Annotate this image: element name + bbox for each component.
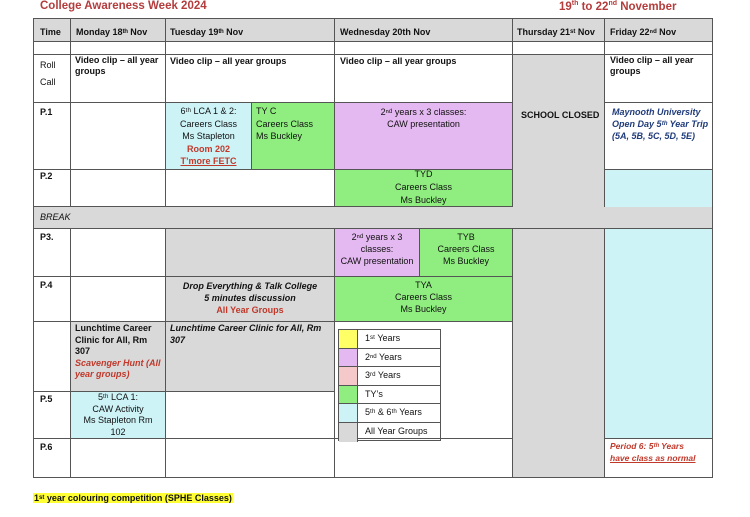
tyb-line-2: Careers Class [437,244,495,254]
key-swatch-second-years [339,349,358,367]
key-label: 2ⁿᵈ Years [365,351,402,362]
tyb-line-1: TYB [457,232,475,242]
row-line [34,41,712,42]
lca-line-1: 6ᵗʰ LCA 1 & 2: [180,106,237,116]
key-row [339,330,440,349]
row-label-p6: P.6 [40,442,53,452]
lca-line-3: Ms Stapleton [182,131,235,141]
debt-line-1: Drop Everything & Talk College [182,281,318,291]
wednesday-p1-text [335,106,512,130]
key-row [339,349,440,368]
friday-p2-cell [605,170,712,207]
date-end-suffix: nd [608,0,618,7]
key-label: 1ˢᵗ Years [365,333,401,343]
break-row [34,207,712,228]
footer-note: 1ˢᵗ year colouring competition (SPHE Classes) [34,493,232,503]
date-start-suffix: th [571,0,579,7]
mon-lunch-line-2: Clinic for All, Rm [75,334,148,345]
tyc-class-text [256,105,313,143]
tyc-line-3: Ms Buckley [256,131,303,141]
date-month: November [617,0,677,13]
p6-line-1: Period 6: 5ᵗʰ Years [610,441,684,451]
tyb-line-3: Ms Buckley [442,256,489,266]
tyc-line-1: TY C [256,106,277,116]
lca-class-text [166,105,251,168]
key-label: 3ʳᵈ Years [365,370,401,381]
page-title: College Awareness Week 2024 [40,0,207,12]
p5-line-3: Ms Stapleton Rm [83,415,153,425]
header-monday: Monday 18ᵗʰ Nov [76,27,148,37]
maynooth-line-1: Maynooth University [612,107,701,117]
tya-line-1: TYA [415,280,432,290]
mon-lunch-line-1: Lunchtime Career [75,323,152,333]
debt-text [166,280,334,316]
header-friday: Friday 22ⁿᵈ Nov [610,27,677,37]
wed-p3-line-2: classes: [360,244,394,254]
row-label-p1: P.1 [40,107,53,117]
roll-tuesday: Video clip – all year groups [170,56,287,66]
tyd-text [335,168,512,207]
mon-lunch-line-4: Scavenger Hunt (All [75,357,161,368]
monday-p5-text [71,392,165,438]
wed-p3-line-1: 2ⁿᵈ years x 3 [351,232,403,242]
tue-lunch-line-2: 307 [170,334,186,345]
debt-line-2: 5 minutes discussion [204,293,296,303]
tyd-line-2: Careers Class [394,182,452,192]
p5-line-4: 102 [110,426,126,437]
thursday-closed-bottom [513,229,604,477]
p6-line-2: have class as normal [610,453,696,463]
roll-wednesday: Video clip – all year groups [340,56,457,66]
header-time: Time [40,27,61,37]
key-swatch-fifth-sixth-years [339,404,358,422]
mon-lunch-line-3: 307 [75,346,91,356]
row-label-p2: P.2 [40,171,53,181]
key-row [339,386,440,405]
row-label-call: Call [40,77,56,87]
wed-p1-line-1: 2ⁿᵈ years x 3 classes: [380,107,467,117]
school-closed-label: SCHOOL CLOSED [521,110,600,120]
tuesday-lunch-text [170,323,321,346]
tyb-text [420,231,512,267]
row-label-p4: P.4 [40,280,53,290]
date-mid: to 22 [578,0,609,13]
wed-p3-text [335,231,419,267]
maynooth-line-3: (5A, 5B, 5C, 5D, 5E) [612,131,696,141]
key-row [339,367,440,386]
key-swatch-all-years [339,423,358,442]
row-line [166,321,334,322]
colour-key [338,329,441,441]
roll-friday: Video clip – all year groups [610,55,694,76]
key-swatch-third-years [339,367,358,385]
row-label-p5: P.5 [40,394,53,404]
key-label: All Year Groups [365,426,428,436]
p5-line-2: CAW Activity [92,403,144,414]
wed-p3-line-3: CAW presentation [340,256,414,266]
key-row [339,423,440,442]
key-swatch-first-years [339,330,358,348]
date-range [559,0,676,13]
header-tuesday: Tuesday 19ᵗʰ Nov [170,27,244,37]
date-start: 19 [559,0,572,13]
tyc-line-2: Careers Class [256,118,314,129]
mon-lunch-line-5: year groups) [75,369,130,379]
thursday-closed-top [513,55,604,207]
lca-line-4: Room 202 [186,143,230,154]
friday-p6-text [610,440,696,464]
lca-line-5: T’more FETC [180,156,237,166]
roll-monday: Video clip – all year groups [75,55,159,76]
tyd-line-3: Ms Buckley [400,195,447,205]
debt-line-3: All Year Groups [216,305,284,315]
tya-line-3: Ms Buckley [400,304,447,314]
row-label-break: BREAK [40,212,71,222]
key-swatch-ty [339,386,358,404]
wed-p1-line-2: CAW presentation [387,119,460,129]
row-label-p3: P3. [40,232,54,242]
key-label: 5ᵗʰ & 6ᵗʰ Years [365,407,422,418]
tya-line-2: Careers Class [394,292,452,302]
tue-lunch-line-1: Lunchtime Career Clinic for All, Rm [170,323,322,333]
monday-lunch-text [75,323,161,381]
friday-p1-text [612,106,708,142]
p5-line-1: 5ᵗʰ LCA 1: [98,392,138,402]
key-row [339,404,440,423]
tya-text [335,279,512,315]
header-thursday: Thursday 21ˢᵗ Nov [517,27,595,37]
friday-p3-p5-cell [605,229,712,438]
header-wednesday: Wednesday 20th Nov [340,27,431,37]
tuesday-p3-cell [166,229,334,276]
key-label: TY’s [365,388,383,399]
maynooth-line-2: Open Day 5ᵗʰ Year Trip [612,119,709,129]
lca-line-2: Careers Class [179,118,237,129]
row-label-roll: Roll [40,60,56,70]
tyd-line-1: TYD [414,169,433,179]
